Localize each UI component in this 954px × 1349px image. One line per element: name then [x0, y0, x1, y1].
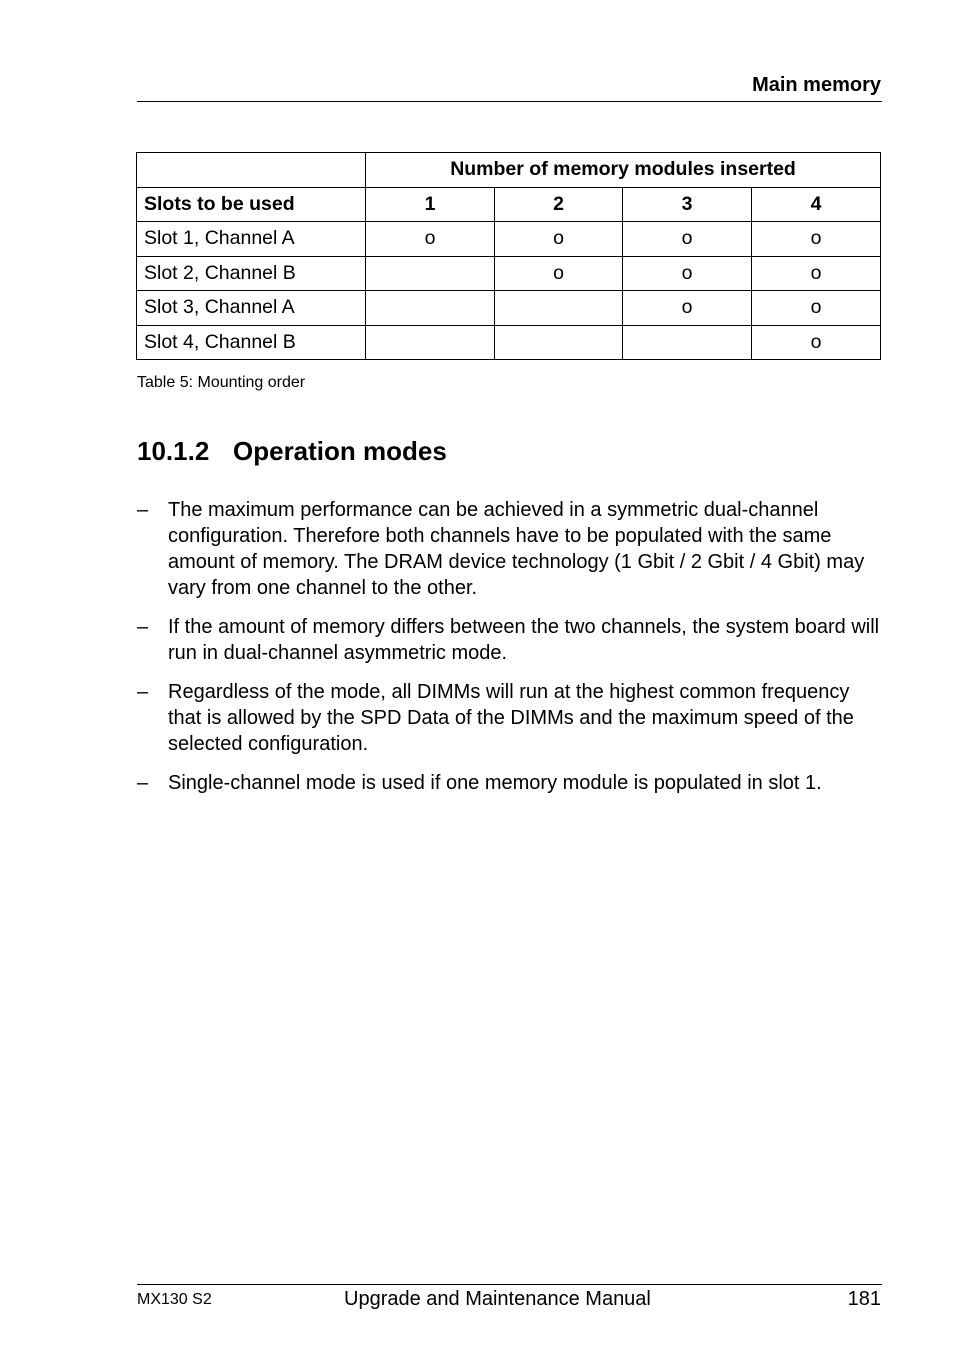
table-column-header: 4: [752, 187, 881, 222]
table-cell: o: [752, 325, 881, 360]
table-header-row: [137, 153, 881, 188]
bullet-marker: –: [137, 499, 149, 521]
table-cell: o: [495, 222, 623, 257]
section-number: 10.1.2: [137, 436, 210, 466]
bullet-marker: –: [137, 681, 149, 703]
list-item-text: Single-channel mode is used if one memory module is populated in slot 1.: [168, 772, 822, 794]
footer-manual-title: Upgrade and Maintenance Manual: [344, 1288, 651, 1310]
table-row-label: Slot 2, Channel B: [137, 256, 366, 291]
list-item-text: The maximum performance can be achieved in a symmetric dual-channel configuration. Therefore both channels have to be populated with the same amount of memory. The DRAM device technology (1 Gbit / 2 Gbit / 4 Gbit) may vary from one channel to the other.: [168, 499, 865, 599]
list-item: [137, 679, 882, 757]
table-cell: [366, 291, 495, 326]
footer-model: MX130 S2: [137, 1291, 212, 1308]
list-item: [137, 770, 882, 796]
list-item-text: Regardless of the mode, all DIMMs will run at the highest common frequency that is allowed by the SPD Data of the DIMMs and the maximum speed of the selected configuration.: [168, 681, 854, 755]
section-title: Operation modes: [233, 436, 447, 466]
list-item: [137, 497, 882, 601]
table-column-header: 1: [366, 187, 495, 222]
table-cell: [366, 256, 495, 291]
table-row: [137, 222, 881, 257]
page-number: 181: [847, 1288, 881, 1310]
table-cell: o: [623, 291, 752, 326]
table-cell: o: [366, 222, 495, 257]
running-header: Main memory: [752, 74, 881, 96]
table-row-label: Slot 3, Channel A: [137, 291, 366, 326]
table-column-header-row: [137, 187, 881, 222]
bullet-marker: –: [137, 772, 149, 794]
table-caption: Table 5: Mounting order: [137, 374, 306, 391]
table-top-header: Number of memory modules inserted: [366, 153, 881, 188]
table-cell: [623, 325, 752, 360]
table-cell: o: [752, 291, 881, 326]
table-cell: [495, 325, 623, 360]
table-cell: o: [752, 222, 881, 257]
table-row-label: Slot 1, Channel A: [137, 222, 366, 257]
table-cell: o: [752, 256, 881, 291]
table-row: [137, 291, 881, 326]
table-row: [137, 325, 881, 360]
mounting-order-table: [136, 152, 881, 360]
bullet-list: [137, 497, 882, 809]
table-corner-cell: [137, 153, 366, 188]
table-row-label: Slot 4, Channel B: [137, 325, 366, 360]
section-heading: [137, 436, 447, 467]
table-row: [137, 256, 881, 291]
table-cell: [366, 325, 495, 360]
list-item-text: If the amount of memory differs between the two channels, the system board will run in dual-channel asymmetric mode.: [168, 616, 880, 664]
table-cell: [495, 291, 623, 326]
table-row-header-label: Slots to be used: [137, 187, 366, 222]
header-divider: [137, 101, 882, 102]
bullet-marker: –: [137, 616, 149, 638]
table-cell: o: [495, 256, 623, 291]
list-item: [137, 614, 882, 666]
table-column-header: 2: [495, 187, 623, 222]
table-cell: o: [623, 256, 752, 291]
table-cell: o: [623, 222, 752, 257]
table-column-header: 3: [623, 187, 752, 222]
footer-divider: [137, 1284, 882, 1285]
